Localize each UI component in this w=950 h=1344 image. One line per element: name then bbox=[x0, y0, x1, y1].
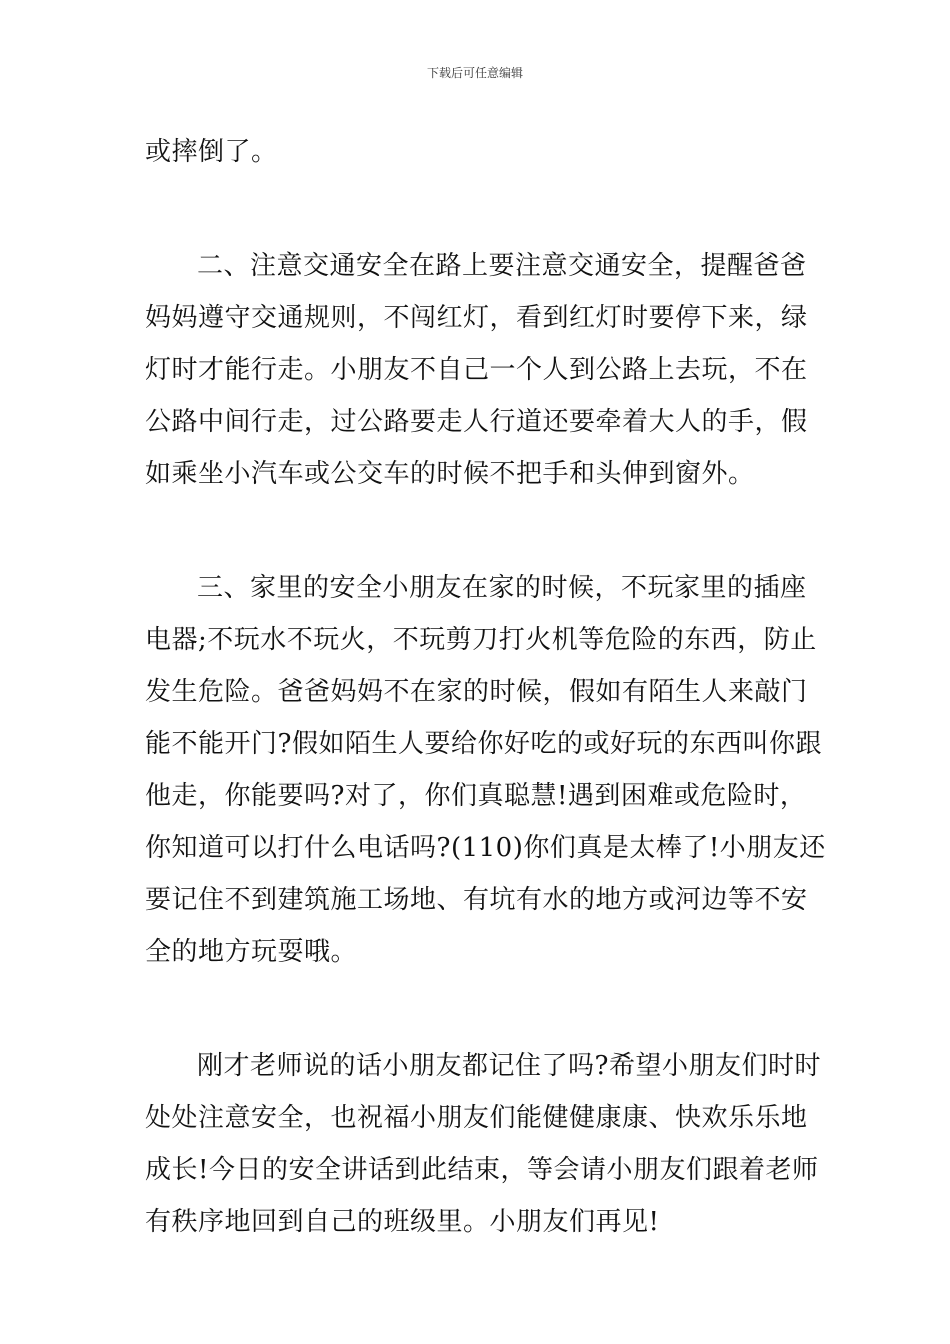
text-line: 有秩序地回到自己的班级里。小朋友们再见! bbox=[145, 1207, 660, 1237]
text-line: 妈妈遵守交通规则，不闯红灯，看到红灯时要停下来，绿 bbox=[145, 303, 808, 333]
text-line: 能不能开门?假如陌生人要给你好吃的或好玩的东西叫你跟 bbox=[145, 729, 822, 759]
paragraph-gap bbox=[145, 178, 815, 240]
text-line: 电器;不玩水不玩火，不玩剪刀打火机等危险的东西，防止 bbox=[145, 625, 817, 655]
text-line: 处处注意安全，也祝福小朋友们能健健康康、快欢乐乐地 bbox=[145, 1103, 808, 1133]
text-line: 如乘坐小汽车或公交车的时候不把手和头伸到窗外。 bbox=[145, 459, 755, 489]
paragraph-gap bbox=[145, 500, 815, 562]
text-line: 全的地方玩耍哦。 bbox=[145, 937, 358, 967]
text-line: 你知道可以打什么电话吗?(110)你们真是太棒了!小朋友还 bbox=[145, 833, 826, 863]
text-line: 成长!今日的安全讲话到此结束，等会请小朋友们跟着老师 bbox=[145, 1155, 819, 1185]
text-line: 二、注意交通安全在路上要注意交通安全，提醒爸爸 bbox=[197, 251, 807, 281]
text-line: 灯时才能行走。小朋友不自己一个人到公路上去玩，不在 bbox=[145, 355, 808, 385]
text-line: 发生危险。爸爸妈妈不在家的时候，假如有陌生人来敲门 bbox=[145, 677, 808, 707]
text-line: 或摔倒了。 bbox=[145, 137, 278, 167]
page-header: 下载后可任意编辑 bbox=[426, 66, 523, 80]
text-line: 三、家里的安全小朋友在家的时候，不玩家里的插座 bbox=[197, 573, 807, 603]
text-line: 他走，你能要吗?对了，你们真聪慧!遇到困难或危险时， bbox=[145, 781, 807, 811]
paragraph-closing bbox=[145, 1040, 821, 1248]
paragraph-gap bbox=[145, 978, 815, 1040]
text-line: 刚才老师说的话小朋友都记住了吗?希望小朋友们时时 bbox=[197, 1051, 821, 1081]
paragraph-home-safety bbox=[145, 562, 826, 978]
paragraph-continuation bbox=[145, 126, 815, 178]
paragraph-traffic-safety bbox=[145, 240, 815, 500]
text-line: 公路中间行走，过公路要走人行道还要牵着大人的手，假 bbox=[145, 407, 808, 437]
text-line: 要记住不到建筑施工场地、有坑有水的地方或河边等不安 bbox=[145, 885, 808, 915]
document-body bbox=[145, 126, 826, 1248]
